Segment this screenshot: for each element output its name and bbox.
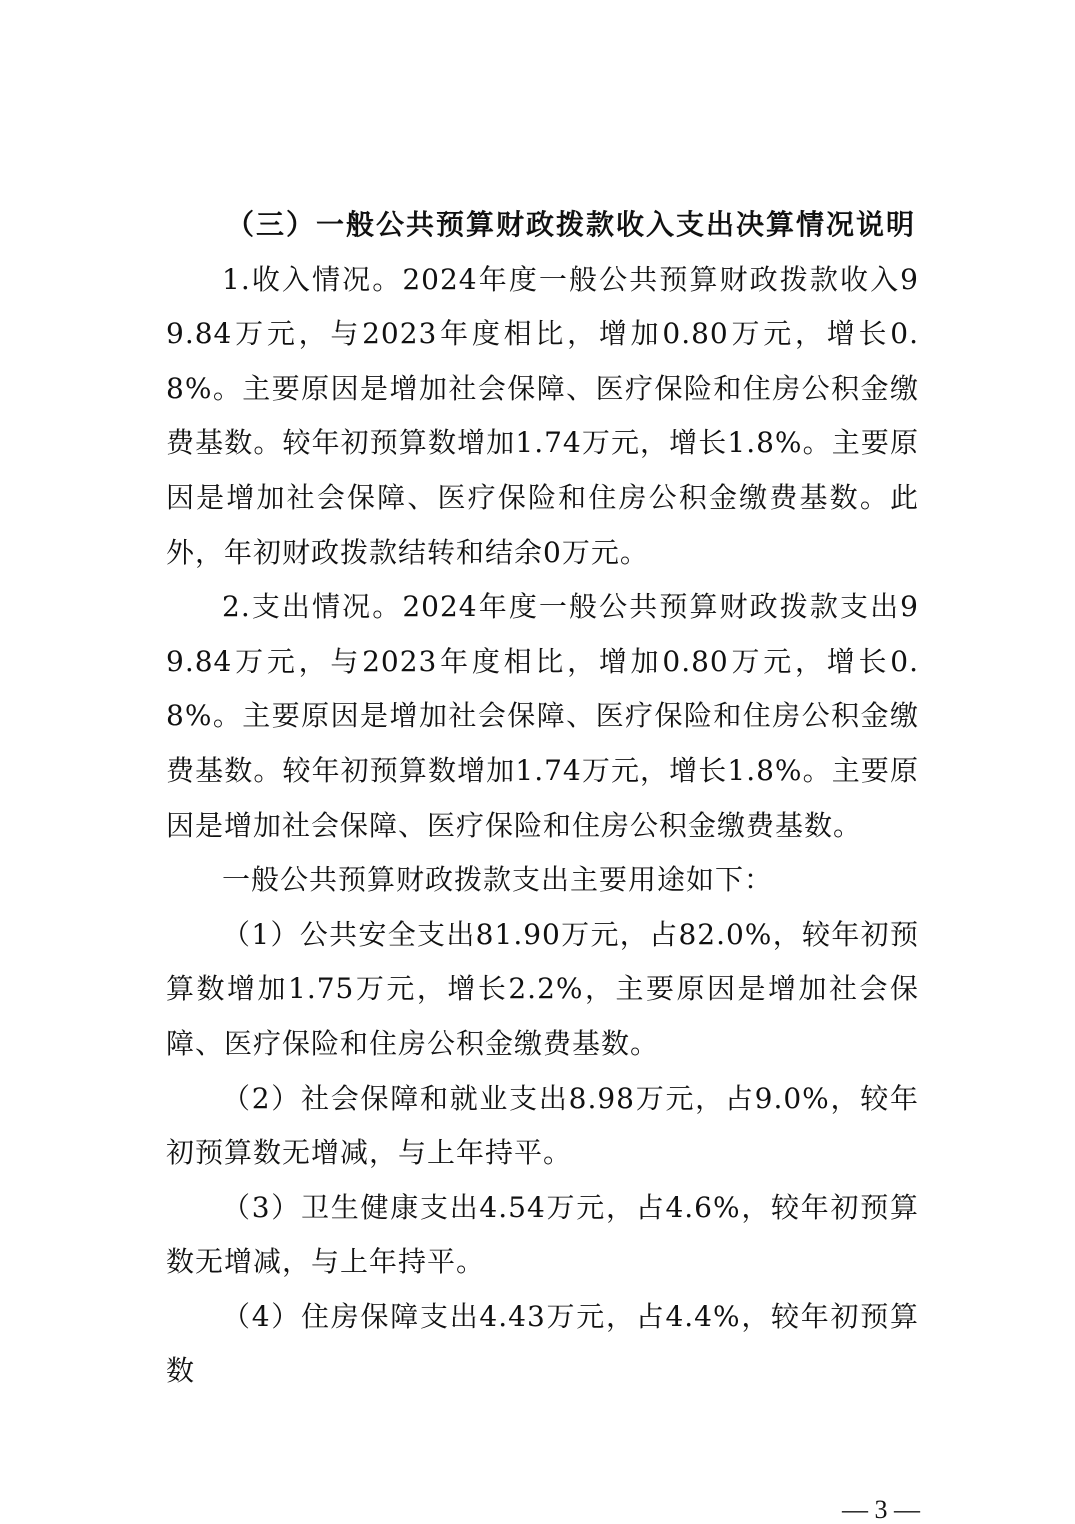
- document-body: [166, 198, 919, 1399]
- page-number: — 3 —: [842, 1495, 920, 1524]
- expenditure-paragraph: 2.支出情况。2024年度一般公共预算财政拨款支出99.84万元，与2023年度相比，增加0.80万元，增长0.8%。主要原因是增加社会保障、医疗保险和住房公积金缴费基数。较年初预算数增加1.74万元，增长1.8%。主要原因是增加社会保障、医疗保险和住房公积金缴费基数。: [166, 590, 919, 842]
- public-security-item: （1）公共安全支出81.90万元，占82.0%，较年初预算数增加1.75万元，增长2.2%，主要原因是增加社会保障、医疗保险和住房公积金缴费基数。: [166, 917, 919, 1060]
- uses-intro-paragraph: 一般公共预算财政拨款支出主要用途如下：: [222, 863, 774, 897]
- social-security-item: （2）社会保障和就业支出8.98万元，占9.0%，较年初预算数无增减，与上年持平。: [166, 1081, 919, 1170]
- section-heading: （三）一般公共预算财政拨款收入支出决算情况说明: [226, 208, 917, 241]
- housing-item: （4）住房保障支出4.43万元，占4.4%，较年初预算数: [166, 1299, 919, 1388]
- health-item: （3）卫生健康支出4.54万元，占4.6%，较年初预算数无增减，与上年持平。: [166, 1190, 919, 1279]
- income-paragraph: 1.收入情况。2024年度一般公共预算财政拨款收入99.84万元，与2023年度相比，增加0.80万元，增长0.8%。主要原因是增加社会保障、医疗保险和住房公积金缴费基数。较年初预算数增加1.74万元，增长1.8%。主要原因是增加社会保障、医疗保险和住房公积金缴费基数。此外，年初财政拨款结转和结余0万元。: [166, 262, 919, 569]
